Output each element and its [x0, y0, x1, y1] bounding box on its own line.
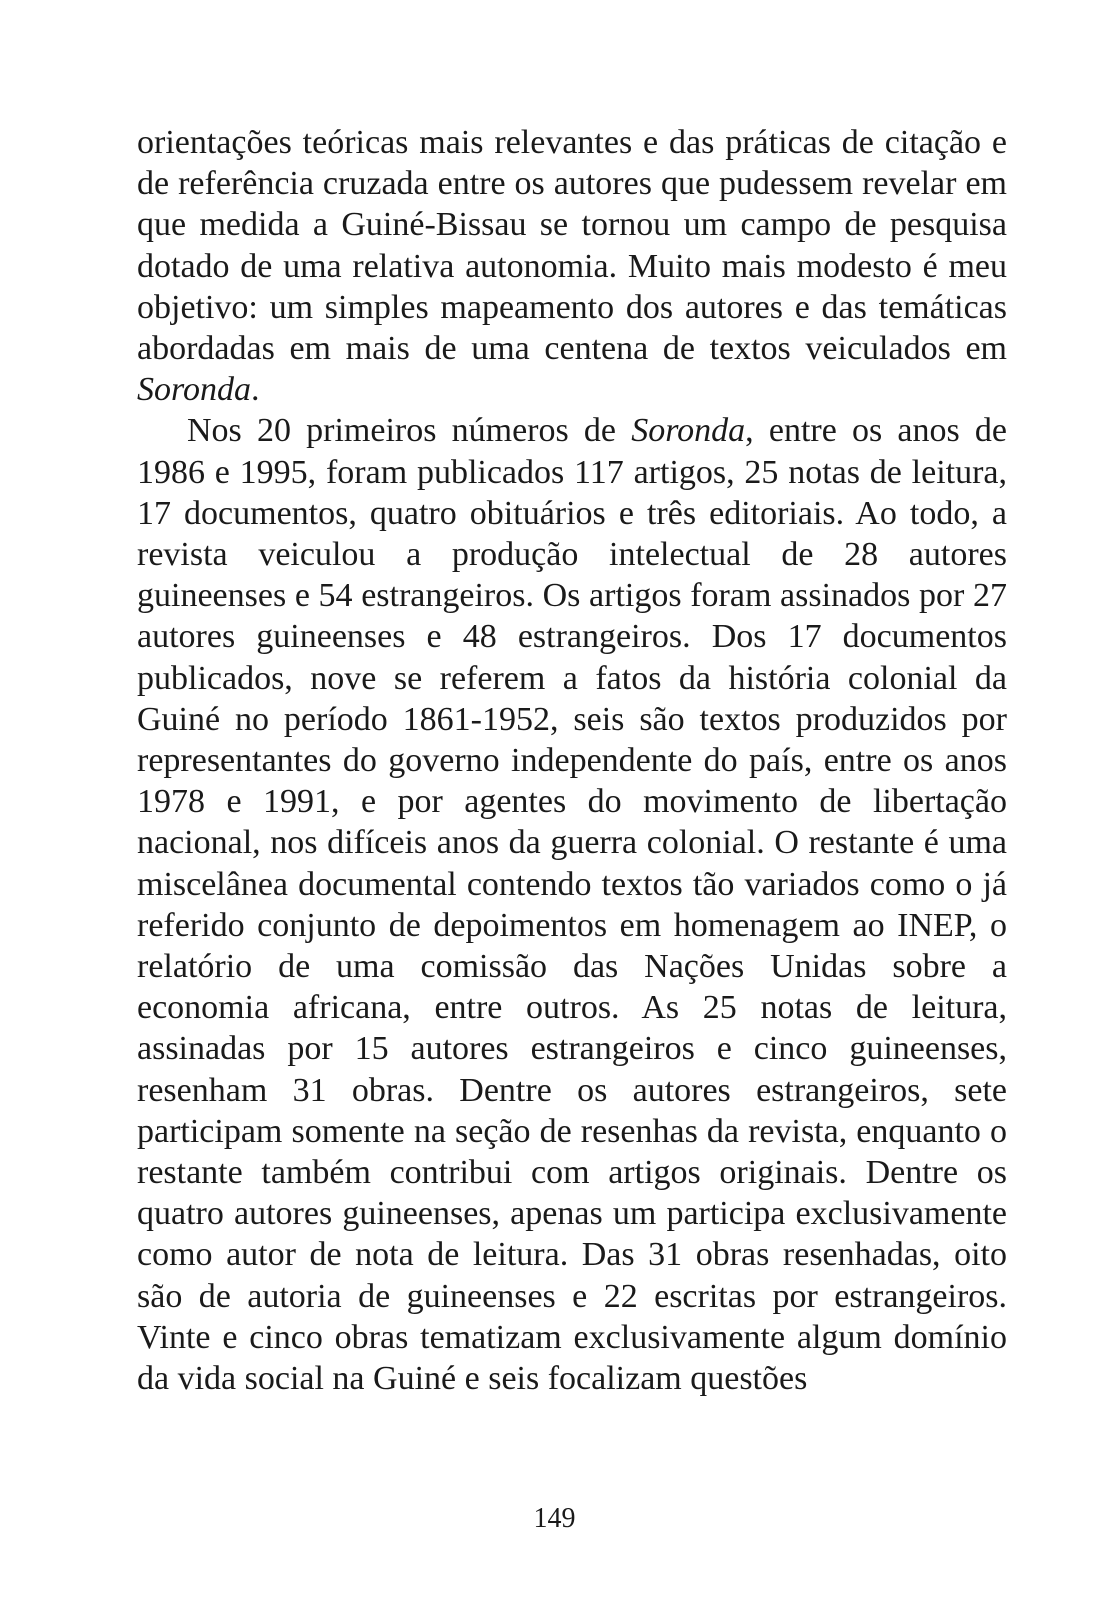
paragraph-1	[137, 122, 1007, 410]
body-text	[137, 122, 1007, 1399]
paragraph-2-text: , entre os anos de 1986 e 1995, foram publicados 117 artigos, 25 notas de leitura, 17 documentos, quatro obituários e três editoriais. Ao todo, a revista veiculou a produção intelectual de 28 autores guineenses e 54 estrangeiros. Os artigos foram assinados por 27 autores guineenses e 48 estrangeiros. Dos 17 documentos publicados, nove se referem a fatos da história colonial da Guiné no período 1861-1952, seis são textos produzidos por representantes do governo independente do país, entre os anos 1978 e 1991, e por agentes do movimento de libertação nacional, nos difíceis anos da guerra colonial. O restante é uma miscelânea documental contendo textos tão variados como o já referido conjunto de depoimentos em homenagem ao INEP, o relatório de uma comissão das Nações Unidas sobre a economia africana, entre outros. As 25 notas de leitura, assinadas por 15 autores estrangeiros e cinco guineenses, resenham 31 obras. Dentre os autores estrangeiros, sete participam somente na seção de resenhas da revista, enquanto o restante também contribui com artigos originais. Dentre os quatro autores guineenses, apenas um participa exclusivamente como autor de nota de leitura. Das 31 obras resenhadas, oito são de autoria de guineenses e 22 escritas por estrangeiros. Vinte e cinco obras tematizam exclusivamente algum domínio da vida social na Guiné e seis focalizam questões	[137, 412, 1007, 1398]
paragraph-1-end: .	[250, 371, 260, 409]
paragraph-1-text: orientações teóricas mais relevantes e das práticas de citação e de referência cruzada entre os autores que pudessem revelar em que medida a Guiné-Bissau se tornou um campo de pesquisa dotado de uma relativa autonomia. Muito mais modesto é meu objetivo: um simples mapeamento dos autores e das temáticas abordadas em mais de uma centena de textos veiculados em	[137, 124, 1007, 368]
journal-title-soronda: Soronda	[137, 371, 251, 409]
journal-title-soronda: Soronda	[631, 412, 746, 450]
page-number: 149	[533, 1503, 576, 1534]
paragraph-2	[137, 410, 1007, 1399]
paragraph-2-start: Nos 20 primeiros números de	[187, 412, 632, 450]
